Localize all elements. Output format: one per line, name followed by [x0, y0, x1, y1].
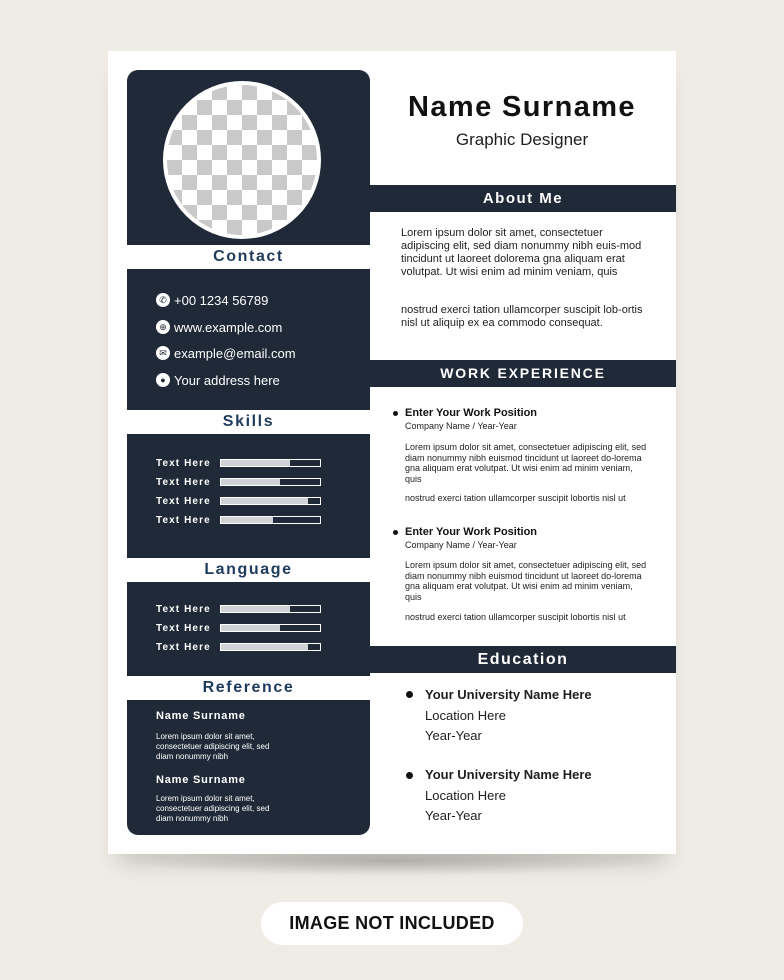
skill-bar [220, 516, 321, 524]
skill-bar [220, 478, 321, 486]
reference-text: Lorem ipsum dolor sit amet, consectetuer adipiscing elit, sed diam nonummy nibh [156, 732, 270, 761]
skill-bar-fill [221, 517, 273, 523]
work-description: nostrud exerci tation ullamcorper suscipit lobortis nisl ut [405, 612, 626, 622]
skills-heading: Skills [127, 410, 370, 434]
skill-row [156, 457, 321, 469]
language-bar-fill [221, 606, 290, 612]
skill-bar-fill [221, 479, 280, 485]
contact-phone-text: +00 1234 56789 [174, 292, 269, 308]
phone-icon: ✆ [156, 293, 170, 307]
work-position: Enter Your Work Position [405, 407, 538, 419]
education-heading: Education [370, 646, 676, 673]
skill-label: Text Here [156, 514, 211, 526]
skill-row [156, 514, 321, 526]
work-description: nostrud exerci tation ullamcorper suscipit lobortis nisl ut [405, 493, 626, 503]
work-position: Enter Your Work Position [405, 526, 538, 538]
language-row [156, 622, 321, 634]
reference-name: Name Surname [156, 710, 246, 722]
candidate-role: Graphic Designer [455, 130, 589, 149]
globe-icon: ⊕ [156, 320, 170, 334]
location-pin-icon: ● [156, 373, 170, 387]
skill-row [156, 495, 321, 507]
skill-label: Text Here [156, 457, 211, 469]
bullet-icon [393, 411, 398, 416]
skill-label: Text Here [156, 476, 211, 488]
work-description: Lorem ipsum dolor sit amet, consectetuer adipiscing elit, sed diam nonummy nibh euismod tincidunt ut laoreet do-lorema gna aliquam erat volutpat. Ut wisi enim ad minim veniam, quis [405, 442, 647, 484]
education-years: Year-Year [425, 808, 482, 823]
language-bar [220, 624, 321, 632]
work-company: Company Name / Year-Year [405, 540, 517, 550]
contact-website-text: www.example.com [174, 319, 283, 335]
resume-page [108, 51, 676, 854]
language-label: Text Here [156, 603, 211, 615]
work-company: Company Name / Year-Year [405, 421, 517, 431]
resume-sidebar [127, 70, 370, 835]
bullet-icon [406, 691, 413, 698]
education-university: Your University Name Here [425, 767, 592, 782]
candidate-name: Name Surname [408, 91, 636, 123]
education-location: Location Here [425, 708, 506, 723]
about-paragraph: Lorem ipsum dolor sit amet, consectetuer adipiscing elit, sed diam nonummy nibh euis-mod tincidunt ut laoreet dolorema gna aliquam erat volutpat. Ut wisi enim ad minim veniam, quis [401, 227, 642, 278]
image-not-included-notice: IMAGE NOT INCLUDED [261, 902, 523, 945]
language-label: Text Here [156, 641, 211, 653]
reference-text: Lorem ipsum dolor sit amet, consectetuer adipiscing elit, sed diam nonummy nibh [156, 794, 270, 823]
education-location: Location Here [425, 788, 506, 803]
skill-bar [220, 459, 321, 467]
education-university: Your University Name Here [425, 687, 592, 702]
language-heading: Language [127, 558, 370, 582]
bullet-icon [406, 772, 413, 779]
language-bar-fill [221, 625, 280, 631]
contact-address-text: Your address here [174, 372, 280, 388]
email-icon: ✉ [156, 346, 170, 360]
skill-row [156, 476, 321, 488]
contact-address [156, 370, 280, 390]
reference-heading: Reference [127, 676, 370, 700]
reference-name: Name Surname [156, 774, 246, 786]
language-row [156, 603, 321, 615]
contact-email-text: example@email.com [174, 345, 296, 361]
work-experience-heading: WORK EXPERIENCE [370, 360, 676, 387]
skill-bar-fill [221, 460, 290, 466]
skill-bar [220, 497, 321, 505]
contact-phone [156, 290, 268, 310]
contact-email [156, 343, 296, 363]
language-bar [220, 605, 321, 613]
language-row [156, 641, 321, 653]
about-heading: About Me [370, 185, 676, 212]
skill-label: Text Here [156, 495, 211, 507]
about-paragraph: nostrud exerci tation ullamcorper suscipit lob-ortis nisl ut aliquip ex ea commodo consequat. [401, 304, 643, 329]
language-bar [220, 643, 321, 651]
bullet-icon [393, 530, 398, 535]
profile-photo-placeholder [163, 81, 321, 239]
contact-website [156, 317, 282, 337]
education-years: Year-Year [425, 728, 482, 743]
language-bar-fill [221, 644, 308, 650]
language-label: Text Here [156, 622, 211, 634]
contact-heading: Contact [127, 245, 370, 269]
skill-bar-fill [221, 498, 308, 504]
work-description: Lorem ipsum dolor sit amet, consectetuer adipiscing elit, sed diam nonummy nibh euismod tincidunt ut laoreet do-lorema gna aliquam erat volutpat. Ut wisi enim ad minim veniam, quis [405, 560, 647, 602]
